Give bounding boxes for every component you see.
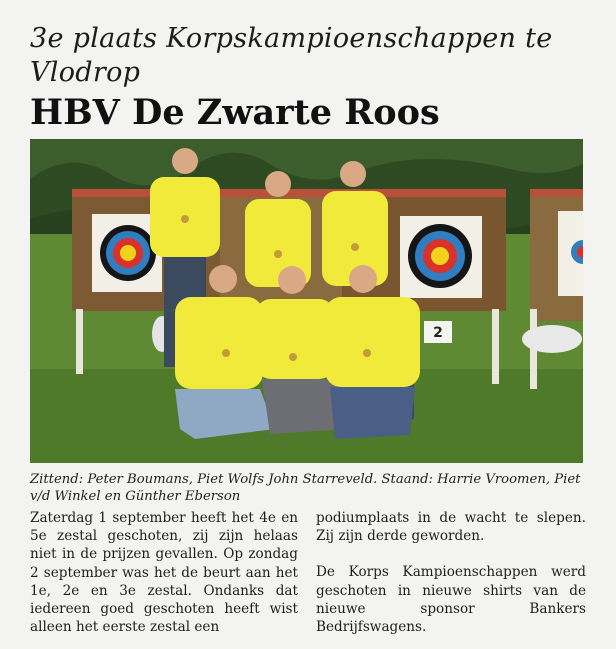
article-headline: HBV De Zwarte Roos bbox=[30, 92, 440, 133]
archery-target-left bbox=[100, 225, 156, 281]
body-paragraph-2: De Korps Kampioenschappen werd geschoten in nieuwe shirts van de nieuwe sponsor Bankers Bedrijfswagens. bbox=[316, 564, 586, 636]
article-kicker: 3e plaats Korpskampioenschappen te Vlodrop bbox=[30, 23, 553, 88]
target-number: 2 bbox=[433, 325, 443, 341]
team-photo bbox=[30, 139, 583, 463]
article-body-column-2 bbox=[316, 509, 586, 636]
photo-caption: Zittend: Peter Boumans, Piet Wolfs John Starreveld. Staand: Harrie Vroomen, Piet v/d Winkel en Günther Eberson bbox=[30, 472, 581, 504]
body-paragraph-1-continued: podiumplaats in de wacht te slepen. Zij zijn derde geworden. bbox=[316, 510, 586, 545]
body-paragraph-1: Zaterdag 1 september heeft het 4e en 5e zestal geschoten, zij zijn helaas niet in de prijzen gevallen. Op zondag 2 september was het de beurt aan het 1e, 2e en 3e zestal. Ondanks dat iedereen goed geschoten heeft wist alleen het eerste zestal een bbox=[30, 510, 298, 636]
article-body-column-1 bbox=[30, 509, 298, 636]
archery-target-right bbox=[408, 224, 472, 288]
